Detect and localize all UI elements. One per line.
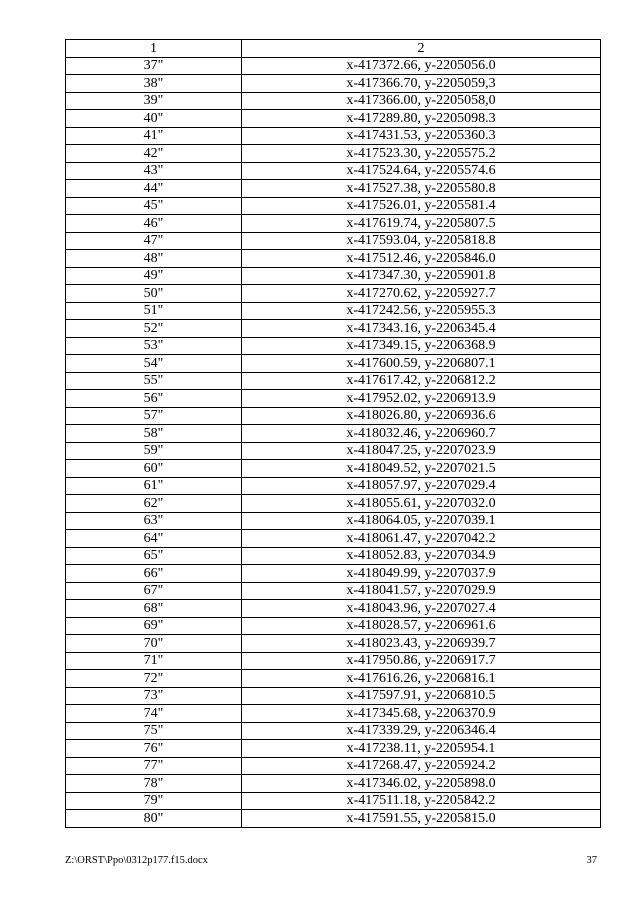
table-row <box>66 180 601 198</box>
point-number-cell: 68" <box>66 600 242 618</box>
table-row <box>66 285 601 303</box>
coordinates-cell: x-418043.96, y-2207027.4 <box>242 600 601 618</box>
table-row <box>66 57 601 75</box>
point-number-cell: 53" <box>66 337 242 355</box>
table-row <box>66 565 601 583</box>
table-row <box>66 617 601 635</box>
point-number-cell: 44" <box>66 180 242 198</box>
coordinates-cell: x-417600.59, y-2206807.1 <box>242 355 601 373</box>
point-number-cell: 46" <box>66 215 242 233</box>
point-number-cell: 51" <box>66 302 242 320</box>
coordinates-table <box>65 39 601 828</box>
table-row <box>66 215 601 233</box>
coordinates-cell: x-417511.18, y-2205842.2 <box>242 792 601 810</box>
point-number-cell: 47" <box>66 232 242 250</box>
table-row <box>66 355 601 373</box>
coordinates-cell: x-417372.66, y-2205056.0 <box>242 57 601 75</box>
table-row <box>66 600 601 618</box>
table-row <box>66 740 601 758</box>
point-number-cell: 67" <box>66 582 242 600</box>
table-row <box>66 127 601 145</box>
coordinates-cell: x-417238.11, y-2205954.1 <box>242 740 601 758</box>
point-number-cell: 66" <box>66 565 242 583</box>
table-row <box>66 425 601 443</box>
point-number-cell: 39" <box>66 92 242 110</box>
point-number-cell: 72" <box>66 670 242 688</box>
coordinates-cell: x-417617.42, y-2206812.2 <box>242 372 601 390</box>
point-number-cell: 63" <box>66 512 242 530</box>
point-number-cell: 71" <box>66 652 242 670</box>
coordinates-cell: x-417343.16, y-2206345.4 <box>242 320 601 338</box>
point-number-cell: 78" <box>66 775 242 793</box>
point-number-cell: 79" <box>66 792 242 810</box>
table-row <box>66 232 601 250</box>
column-header-coordinates: 2 <box>242 40 601 58</box>
coordinates-cell: x-418028.57, y-2206961.6 <box>242 617 601 635</box>
coordinates-cell: x-417593.04, y-2205818.8 <box>242 232 601 250</box>
table-row <box>66 495 601 513</box>
table-row <box>66 390 601 408</box>
coordinates-cell: x-418061.47, y-2207042.2 <box>242 530 601 548</box>
point-number-cell: 73" <box>66 687 242 705</box>
coordinates-cell: x-417527.38, y-2205580.8 <box>242 180 601 198</box>
point-number-cell: 42" <box>66 145 242 163</box>
table-row <box>66 407 601 425</box>
table-row <box>66 670 601 688</box>
coordinates-cell: x-417366.70, y-2205059,3 <box>242 75 601 93</box>
coordinates-cell: x-417339.29, y-2206346.4 <box>242 722 601 740</box>
coordinates-cell: x-417366.00, y-2205058,0 <box>242 92 601 110</box>
coordinates-cell: x-417345.68, y-2206370.9 <box>242 705 601 723</box>
point-number-cell: 58" <box>66 425 242 443</box>
coordinates-cell: x-417591.55, y-2205815.0 <box>242 810 601 828</box>
coordinates-cell: x-417347.30, y-2205901.8 <box>242 267 601 285</box>
point-number-cell: 37" <box>66 57 242 75</box>
coordinates-cell: x-417512.46, y-2205846.0 <box>242 250 601 268</box>
coordinates-cell: x-417950.86, y-2206917.7 <box>242 652 601 670</box>
point-number-cell: 54" <box>66 355 242 373</box>
coordinates-cell: x-418026.80, y-2206936.6 <box>242 407 601 425</box>
coordinates-cell: x-417524.64, y-2205574.6 <box>242 162 601 180</box>
point-number-cell: 52" <box>66 320 242 338</box>
table-row <box>66 320 601 338</box>
coordinates-cell: x-417349.15, y-2206368.9 <box>242 337 601 355</box>
point-number-cell: 80" <box>66 810 242 828</box>
table-header-row <box>66 40 601 58</box>
table-row <box>66 775 601 793</box>
coordinates-cell: x-418052.83, y-2207034.9 <box>242 547 601 565</box>
footer-page-number: 37 <box>586 855 597 866</box>
point-number-cell: 59" <box>66 442 242 460</box>
column-header-point: 1 <box>66 40 242 58</box>
coordinates-cell: x-418023.43, y-2206939.7 <box>242 635 601 653</box>
coordinates-cell: x-418049.52, y-2207021.5 <box>242 460 601 478</box>
coordinates-cell: x-417270.62, y-2205927.7 <box>242 285 601 303</box>
point-number-cell: 41" <box>66 127 242 145</box>
table-row <box>66 337 601 355</box>
table-row <box>66 792 601 810</box>
coordinates-cell: x-417619.74, y-2205807.5 <box>242 215 601 233</box>
table-row <box>66 582 601 600</box>
table-row <box>66 722 601 740</box>
point-number-cell: 45" <box>66 197 242 215</box>
coordinates-cell: x-418041.57, y-2207029.9 <box>242 582 601 600</box>
table-row <box>66 530 601 548</box>
coordinates-cell: x-417242.56, y-2205955.3 <box>242 302 601 320</box>
coordinates-cell: x-418049.99, y-2207037.9 <box>242 565 601 583</box>
table-row <box>66 197 601 215</box>
point-number-cell: 76" <box>66 740 242 758</box>
point-number-cell: 40" <box>66 110 242 128</box>
point-number-cell: 74" <box>66 705 242 723</box>
point-number-cell: 57" <box>66 407 242 425</box>
point-number-cell: 43" <box>66 162 242 180</box>
coordinates-cell: x-417431.53, y-2205360.3 <box>242 127 601 145</box>
table-row <box>66 75 601 93</box>
table-row <box>66 302 601 320</box>
coordinates-cell: x-417289.80, y-2205098.3 <box>242 110 601 128</box>
table-row <box>66 92 601 110</box>
point-number-cell: 38" <box>66 75 242 93</box>
table-body <box>66 57 601 827</box>
point-number-cell: 61" <box>66 477 242 495</box>
coordinates-cell: x-417268.47, y-2205924.2 <box>242 757 601 775</box>
coordinates-cell: x-418032.46, y-2206960.7 <box>242 425 601 443</box>
coordinates-cell: x-418057.97, y-2207029.4 <box>242 477 601 495</box>
table-row <box>66 372 601 390</box>
point-number-cell: 49" <box>66 267 242 285</box>
point-number-cell: 50" <box>66 285 242 303</box>
coordinates-cell: x-417346.02, y-2205898.0 <box>242 775 601 793</box>
point-number-cell: 60" <box>66 460 242 478</box>
point-number-cell: 62" <box>66 495 242 513</box>
footer-file-path: Z:\ORST\Ppo\0312p177.f15.docx <box>65 855 208 866</box>
table-row <box>66 547 601 565</box>
table-row <box>66 512 601 530</box>
table-row <box>66 705 601 723</box>
point-number-cell: 48" <box>66 250 242 268</box>
point-number-cell: 64" <box>66 530 242 548</box>
coordinates-cell: x-417616.26, y-2206816.1 <box>242 670 601 688</box>
point-number-cell: 70" <box>66 635 242 653</box>
table-row <box>66 757 601 775</box>
table-row <box>66 110 601 128</box>
table-row <box>66 250 601 268</box>
table-row <box>66 652 601 670</box>
point-number-cell: 69" <box>66 617 242 635</box>
table-row <box>66 687 601 705</box>
table-row <box>66 460 601 478</box>
coordinates-cell: x-417523.30, y-2205575.2 <box>242 145 601 163</box>
table-row <box>66 635 601 653</box>
table-row <box>66 477 601 495</box>
coordinates-cell: x-418047.25, y-2207023.9 <box>242 442 601 460</box>
coordinates-cell: x-417526.01, y-2205581.4 <box>242 197 601 215</box>
table-row <box>66 442 601 460</box>
coordinates-cell: x-418055.61, y-2207032.0 <box>242 495 601 513</box>
point-number-cell: 56" <box>66 390 242 408</box>
coordinates-cell: x-417597.91, y-2206810.5 <box>242 687 601 705</box>
table-row <box>66 267 601 285</box>
table-row <box>66 810 601 828</box>
point-number-cell: 77" <box>66 757 242 775</box>
point-number-cell: 55" <box>66 372 242 390</box>
coordinates-cell: x-418064.05, y-2207039.1 <box>242 512 601 530</box>
point-number-cell: 65" <box>66 547 242 565</box>
table-row <box>66 145 601 163</box>
point-number-cell: 75" <box>66 722 242 740</box>
coordinates-cell: x-417952.02, y-2206913.9 <box>242 390 601 408</box>
table-row <box>66 162 601 180</box>
